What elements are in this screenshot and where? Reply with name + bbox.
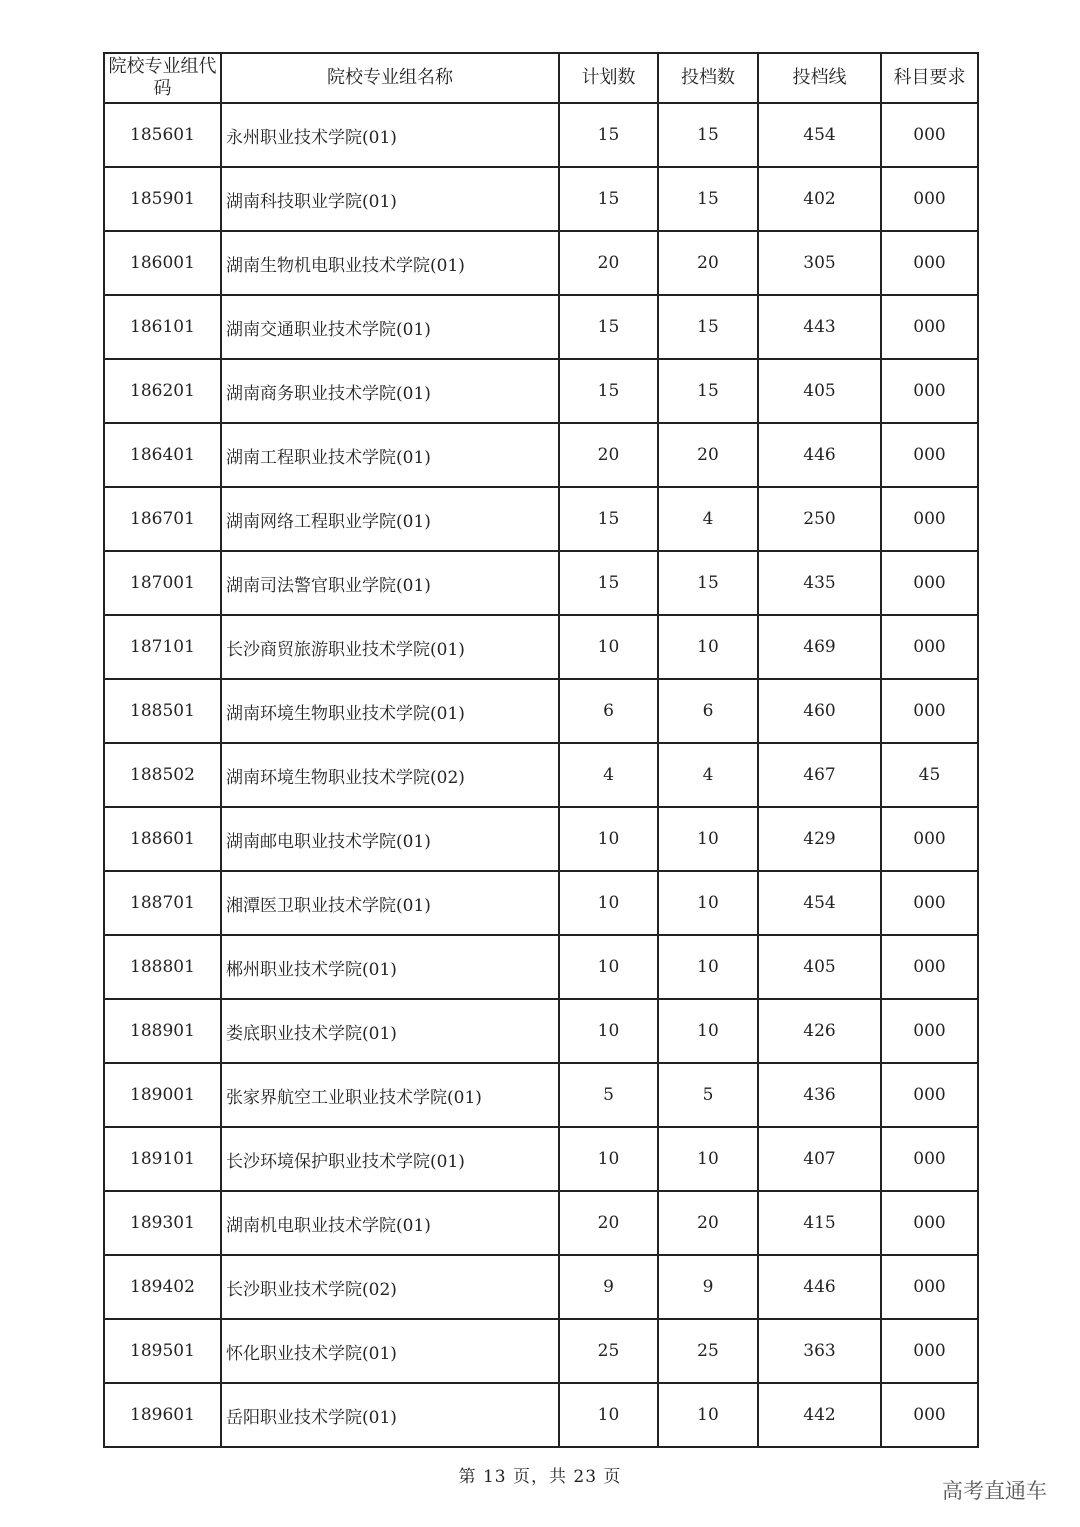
cell-plan: 20 <box>559 231 658 295</box>
cell-plan: 10 <box>559 999 658 1063</box>
cell-name: 长沙职业技术学院(02) <box>221 1255 559 1319</box>
cell-filed: 9 <box>658 1255 758 1319</box>
cell-code: 186701 <box>104 487 221 551</box>
cell-cutoff: 467 <box>758 743 881 807</box>
cell-cutoff: 402 <box>758 167 881 231</box>
cell-filed: 5 <box>658 1063 758 1127</box>
cell-name: 湘潭医卫职业技术学院(01) <box>221 871 559 935</box>
table-row <box>104 871 978 935</box>
cell-name: 长沙环境保护职业技术学院(01) <box>221 1127 559 1191</box>
cell-code: 189301 <box>104 1191 221 1255</box>
cell-plan: 15 <box>559 551 658 615</box>
table-row <box>104 423 978 487</box>
cell-plan: 15 <box>559 487 658 551</box>
cell-cutoff: 305 <box>758 231 881 295</box>
cell-name: 湖南工程职业技术学院(01) <box>221 423 559 487</box>
cell-subject: 000 <box>881 615 978 679</box>
cell-subject: 000 <box>881 1063 978 1127</box>
cell-filed: 10 <box>658 807 758 871</box>
cell-subject: 000 <box>881 679 978 743</box>
admission-table <box>103 52 979 1448</box>
cell-subject: 000 <box>881 935 978 999</box>
cell-plan: 6 <box>559 679 658 743</box>
cell-code: 189001 <box>104 1063 221 1127</box>
cell-plan: 4 <box>559 743 658 807</box>
cell-cutoff: 454 <box>758 871 881 935</box>
watermark: 高考直通车 <box>942 1479 1047 1503</box>
cell-subject: 000 <box>881 231 978 295</box>
cell-code: 186401 <box>104 423 221 487</box>
header-cutoff: 投档线 <box>758 53 881 103</box>
cell-code: 189101 <box>104 1127 221 1191</box>
cell-plan: 10 <box>559 935 658 999</box>
cell-cutoff: 454 <box>758 103 881 167</box>
table-row <box>104 167 978 231</box>
cell-cutoff: 250 <box>758 487 881 551</box>
cell-code: 185601 <box>104 103 221 167</box>
cell-name: 岳阳职业技术学院(01) <box>221 1383 559 1447</box>
cell-filed: 10 <box>658 1383 758 1447</box>
table-row <box>104 231 978 295</box>
cell-name: 娄底职业技术学院(01) <box>221 999 559 1063</box>
cell-code: 185901 <box>104 167 221 231</box>
cell-plan: 20 <box>559 1191 658 1255</box>
table-row <box>104 1255 978 1319</box>
cell-filed: 10 <box>658 999 758 1063</box>
cell-cutoff: 415 <box>758 1191 881 1255</box>
cell-subject: 000 <box>881 487 978 551</box>
cell-cutoff: 436 <box>758 1063 881 1127</box>
cell-code: 186201 <box>104 359 221 423</box>
header-plan: 计划数 <box>559 53 658 103</box>
table-row <box>104 1319 978 1383</box>
header-code: 院校专业组代码 <box>104 53 221 103</box>
cell-code: 187101 <box>104 615 221 679</box>
cell-filed: 20 <box>658 231 758 295</box>
cell-cutoff: 426 <box>758 999 881 1063</box>
cell-filed: 15 <box>658 103 758 167</box>
cell-subject: 000 <box>881 167 978 231</box>
cell-filed: 25 <box>658 1319 758 1383</box>
cell-subject: 000 <box>881 295 978 359</box>
cell-code: 189501 <box>104 1319 221 1383</box>
table-row <box>104 1191 978 1255</box>
table-row <box>104 295 978 359</box>
cell-plan: 15 <box>559 103 658 167</box>
cell-cutoff: 405 <box>758 935 881 999</box>
cell-cutoff: 443 <box>758 295 881 359</box>
cell-filed: 20 <box>658 423 758 487</box>
cell-code: 188502 <box>104 743 221 807</box>
cell-code: 189402 <box>104 1255 221 1319</box>
cell-name: 湖南科技职业学院(01) <box>221 167 559 231</box>
header-name: 院校专业组名称 <box>221 53 559 103</box>
cell-cutoff: 469 <box>758 615 881 679</box>
table-row <box>104 743 978 807</box>
cell-cutoff: 363 <box>758 1319 881 1383</box>
header-subject: 科目要求 <box>881 53 978 103</box>
cell-plan: 25 <box>559 1319 658 1383</box>
cell-plan: 15 <box>559 167 658 231</box>
cell-name: 湖南环境生物职业技术学院(01) <box>221 679 559 743</box>
cell-code: 188901 <box>104 999 221 1063</box>
cell-filed: 4 <box>658 743 758 807</box>
cell-subject: 000 <box>881 1191 978 1255</box>
cell-subject: 000 <box>881 1383 978 1447</box>
cell-name: 湖南生物机电职业技术学院(01) <box>221 231 559 295</box>
cell-name: 湖南邮电职业技术学院(01) <box>221 807 559 871</box>
cell-subject: 000 <box>881 103 978 167</box>
cell-name: 湖南交通职业技术学院(01) <box>221 295 559 359</box>
table-row <box>104 807 978 871</box>
cell-code: 186101 <box>104 295 221 359</box>
cell-cutoff: 460 <box>758 679 881 743</box>
cell-subject: 45 <box>881 743 978 807</box>
cell-subject: 000 <box>881 359 978 423</box>
table-row <box>104 615 978 679</box>
cell-plan: 10 <box>559 1127 658 1191</box>
cell-cutoff: 446 <box>758 1255 881 1319</box>
cell-code: 189601 <box>104 1383 221 1447</box>
cell-subject: 000 <box>881 999 978 1063</box>
cell-filed: 15 <box>658 167 758 231</box>
table-row <box>104 1063 978 1127</box>
cell-name: 湖南网络工程职业学院(01) <box>221 487 559 551</box>
cell-code: 188801 <box>104 935 221 999</box>
cell-plan: 10 <box>559 1383 658 1447</box>
cell-name: 郴州职业技术学院(01) <box>221 935 559 999</box>
table-row <box>104 999 978 1063</box>
cell-filed: 20 <box>658 1191 758 1255</box>
cell-filed: 10 <box>658 871 758 935</box>
cell-name: 长沙商贸旅游职业技术学院(01) <box>221 615 559 679</box>
cell-code: 188501 <box>104 679 221 743</box>
cell-name: 湖南商务职业技术学院(01) <box>221 359 559 423</box>
cell-subject: 000 <box>881 807 978 871</box>
table-row <box>104 359 978 423</box>
table-row <box>104 935 978 999</box>
cell-name: 湖南环境生物职业技术学院(02) <box>221 743 559 807</box>
cell-filed: 4 <box>658 487 758 551</box>
cell-name: 张家界航空工业职业技术学院(01) <box>221 1063 559 1127</box>
cell-name: 永州职业技术学院(01) <box>221 103 559 167</box>
cell-plan: 10 <box>559 807 658 871</box>
cell-code: 188601 <box>104 807 221 871</box>
table-row <box>104 1383 978 1447</box>
cell-filed: 15 <box>658 359 758 423</box>
cell-name: 湖南司法警官职业学院(01) <box>221 551 559 615</box>
header-filed: 投档数 <box>658 53 758 103</box>
cell-code: 186001 <box>104 231 221 295</box>
cell-subject: 000 <box>881 1319 978 1383</box>
cell-filed: 15 <box>658 551 758 615</box>
cell-name: 怀化职业技术学院(01) <box>221 1319 559 1383</box>
table-row <box>104 487 978 551</box>
cell-subject: 000 <box>881 1255 978 1319</box>
cell-subject: 000 <box>881 1127 978 1191</box>
cell-plan: 5 <box>559 1063 658 1127</box>
cell-cutoff: 407 <box>758 1127 881 1191</box>
cell-plan: 20 <box>559 423 658 487</box>
table-body <box>104 103 978 1447</box>
page-number: 第 13 页，共 23 页 <box>458 1467 622 1487</box>
cell-code: 188701 <box>104 871 221 935</box>
cell-subject: 000 <box>881 423 978 487</box>
cell-plan: 15 <box>559 359 658 423</box>
cell-subject: 000 <box>881 871 978 935</box>
cell-plan: 10 <box>559 615 658 679</box>
cell-plan: 15 <box>559 295 658 359</box>
cell-cutoff: 405 <box>758 359 881 423</box>
cell-cutoff: 429 <box>758 807 881 871</box>
cell-plan: 9 <box>559 1255 658 1319</box>
cell-filed: 15 <box>658 295 758 359</box>
cell-cutoff: 446 <box>758 423 881 487</box>
cell-cutoff: 442 <box>758 1383 881 1447</box>
cell-filed: 10 <box>658 615 758 679</box>
table-row <box>104 679 978 743</box>
table-row <box>104 1127 978 1191</box>
cell-plan: 10 <box>559 871 658 935</box>
table-row <box>104 103 978 167</box>
cell-filed: 10 <box>658 935 758 999</box>
cell-filed: 10 <box>658 1127 758 1191</box>
cell-filed: 6 <box>658 679 758 743</box>
cell-cutoff: 435 <box>758 551 881 615</box>
header-row <box>104 53 978 103</box>
cell-code: 187001 <box>104 551 221 615</box>
cell-subject: 000 <box>881 551 978 615</box>
cell-name: 湖南机电职业技术学院(01) <box>221 1191 559 1255</box>
table-row <box>104 551 978 615</box>
